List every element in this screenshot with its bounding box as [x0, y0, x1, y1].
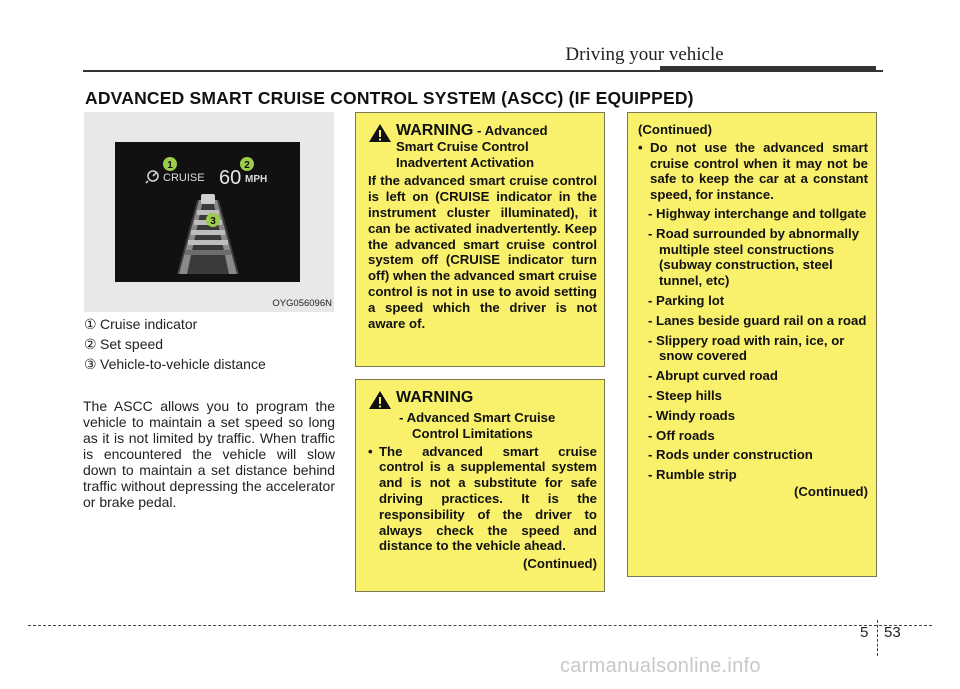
cruise-icon — [146, 171, 158, 183]
condition-item: - Highway interchange and tollgate — [648, 205, 867, 221]
chapter-number: 5 — [860, 624, 869, 641]
warning-triangle-icon — [368, 390, 392, 410]
condition-item: - Lanes beside guard rail on a road — [648, 312, 867, 328]
condition-item: - Abrupt curved road — [648, 368, 778, 384]
condition-item: - Steep hills — [648, 387, 723, 403]
callout-2-label: 2 — [244, 160, 250, 171]
callout-1-label: 1 — [167, 160, 173, 171]
warning-header — [368, 123, 597, 170]
condition-item: - Parking lot — [648, 292, 725, 308]
figure-code: OYG056096N — [272, 298, 332, 309]
warning-title-line3: Inadvertent Activation — [396, 154, 535, 170]
cruise-label: CRUISE — [163, 172, 205, 184]
warning-word: WARNING — [396, 122, 474, 139]
main-heading: ADVANCED SMART CRUISE CONTROL SYSTEM (ASCC) (IF EQUIPPED) — [85, 88, 694, 108]
distance-graphic — [177, 194, 239, 274]
cluster-figure — [84, 112, 334, 312]
warning-header — [368, 390, 597, 410]
warning-title-line2: Smart Cruise Control — [396, 138, 529, 154]
bullet-dot: • — [638, 139, 643, 155]
condition-item: - Rumble strip — [648, 467, 737, 483]
warning-word: WARNING — [396, 389, 474, 406]
page-number: 53 — [884, 624, 901, 641]
warning-bullet: • The advanced smart cruise control is a supplemental system and is not a substitute for safe driving practices. It is the responsibility of the driver to always check the speed and distance to the vehicle ahead. — [368, 443, 597, 554]
cluster-display — [115, 142, 300, 282]
warning-box-conditions — [627, 112, 877, 577]
warning-triangle-icon — [368, 123, 392, 143]
cluster-display-graphic — [115, 142, 300, 282]
warning-subtitle-line1: - Advanced Smart Cruise — [399, 410, 556, 425]
set-speed-value: 60 — [219, 167, 242, 189]
footer-rule — [28, 625, 932, 626]
callout-3-label: 3 — [210, 216, 216, 227]
condition-item: - Off roads — [648, 427, 715, 443]
condition-item: - Windy roads — [648, 407, 736, 423]
legend-item-3: ③ Vehicle-to-vehicle distance — [84, 356, 266, 372]
legend-item-2: ② Set speed — [84, 336, 164, 352]
warning-bullet: • Do not use the advanced smart cruise control when it may not be safe to keep the car at a constant speed, for instance. — [638, 139, 868, 203]
watermark: carmanualsonline.info — [560, 655, 761, 677]
header-rule-accent — [660, 66, 876, 72]
legend-item-1: ① Cruise indicator — [84, 316, 198, 332]
condition-item: - Rods under construction — [648, 447, 813, 463]
page-number-divider — [877, 620, 878, 656]
bullet-dot: • — [368, 443, 373, 459]
speed-unit: MPH — [245, 174, 268, 185]
continued-top-label: (Continued) — [638, 122, 712, 137]
condition-item: - Road surrounded by abnormally multiple steel constructions (subway construction, steel tunnel, etc) — [648, 225, 860, 289]
warning-box-activation — [355, 112, 605, 367]
continued-bottom-label: (Continued) — [794, 483, 868, 499]
warning-subtitle-line2: Control Limitations — [412, 425, 533, 441]
warning-box-limitations — [355, 379, 605, 592]
warning-title-suffix: - Advanced — [477, 123, 548, 138]
intro-paragraph: The ASCC allows you to program the vehicle to maintain a set speed so long as it is not limited by traffic. When traffic is encountered the vehicle will slow down to maintain a set distance behind traffic without depressing the accelerator or brake pedal. — [83, 398, 335, 510]
condition-item: - Slippery road with rain, ice, or snow covered — [648, 332, 845, 364]
continued-label: (Continued) — [523, 556, 597, 572]
warning-body: If the advanced smart cruise control is left on (CRUISE indicator in the instrument cluster illuminated), it can be activated inadvertently. Keep the advanced smart cruise control system off (CRUISE indicator turn off) when the advanced smart cruise control is not in use to avoid setting a speed which the driver is not aware of. — [368, 173, 597, 331]
